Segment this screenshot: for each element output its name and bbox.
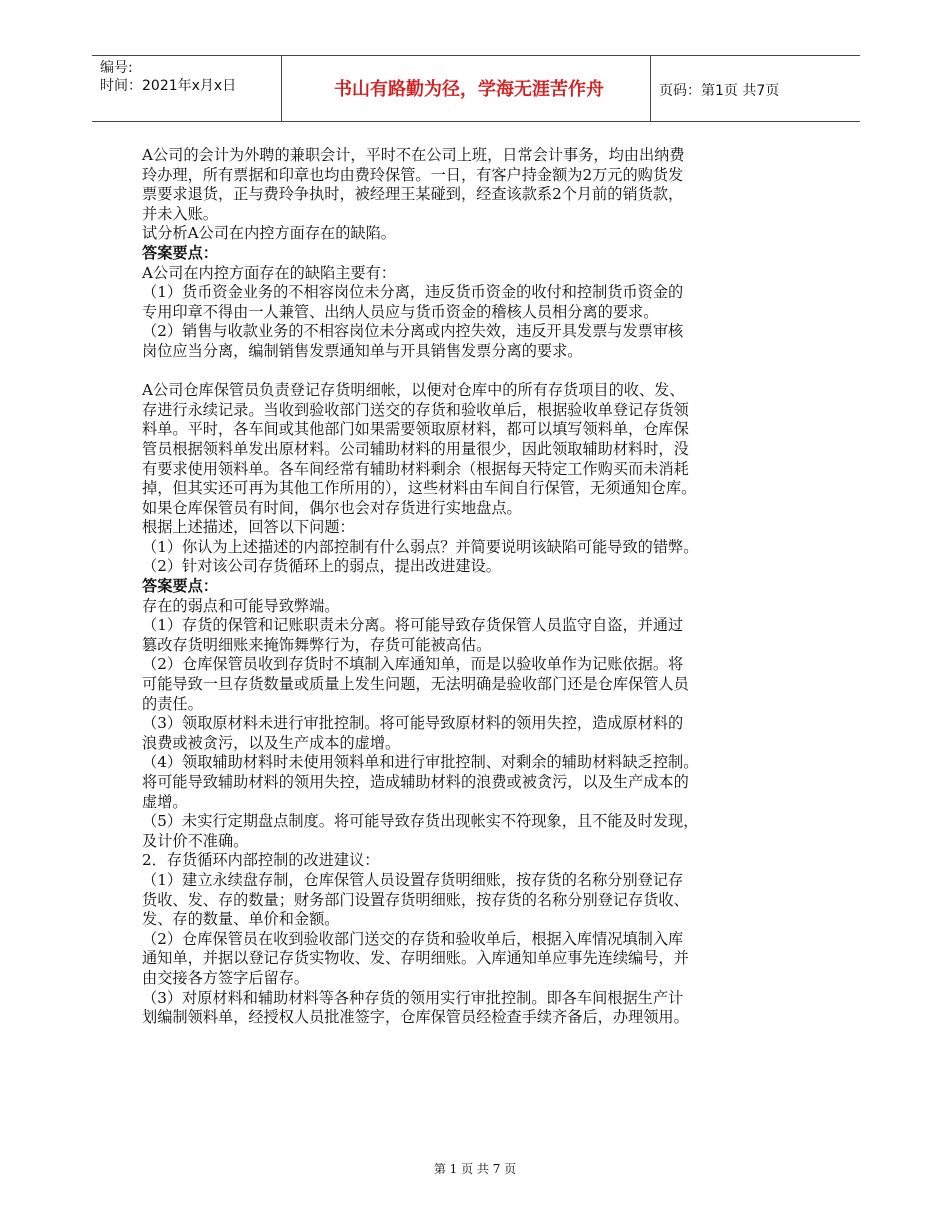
header-bottom-rule (92, 121, 860, 122)
body-line: （1）货币资金业务的不相容岗位未分离，违反货币资金的收付和控制货币资金的 (142, 283, 684, 302)
body-line: 有要求使用领料单。各车间经常有辅助材料剩余（根据每天特定工作购买而未消耗 (142, 459, 689, 478)
header-divider-right (650, 55, 651, 122)
body-line: 货收、发、存的数量；财务部门设置存货明细账，按存货的名称分别登记存货收、 (142, 890, 689, 909)
body-line: A公司仓库保管员负责登记存货明细帐，以便对仓库中的所有存货项目的收、发、 (142, 381, 685, 400)
header-meta (100, 59, 236, 95)
body-line: 篡改存货明细账来掩饰舞弊行为，存货可能被高估。 (142, 635, 492, 654)
body-line: 专用印章不得由一人兼管、出纳人员应与货币资金的稽核人员相分离的要求。 (142, 302, 659, 321)
body-line: 的责任。 (142, 694, 203, 713)
body-line: 并未入账。 (142, 204, 218, 223)
body-line: 由交接各方签字后留存。 (142, 968, 310, 987)
body-line: （3）对原材料和辅助材料等各种存货的领用实行审批控制。即各车间根据生产计 (142, 988, 684, 1007)
document-time: 时间：2021年x月x日 (100, 78, 237, 94)
body-line: 虚增。 (142, 792, 188, 811)
body-line: 如果仓库保管员有时间，偶尔也会对存货进行实地盘点。 (142, 498, 522, 517)
document-body (142, 146, 832, 1028)
body-line: （3）领取原材料未进行审批控制。将可能导致原材料的领用失控，造成原材料的 (142, 714, 684, 733)
body-line: 通知单，并据以登记存货实物收、发、存明细账。入库通知单应事先连续编号，并 (142, 949, 689, 968)
body-line: 玲办理，所有票据和印章也均由费玲保管。一日，有客户持金额为2万元的购货发 (142, 165, 684, 184)
body-line: 管员根据领料单发出原材料。公司辅助材料的用量很少，因此领取辅助材料时，没 (142, 439, 689, 458)
page-header (92, 55, 860, 122)
body-line: A公司在内控方面存在的缺陷主要有： (142, 263, 396, 282)
body-line: 发、存的数量、单价和金额。 (142, 910, 340, 929)
body-line: （5）未实行定期盘点制度。将可能导致存货出现帐实不符现象，且不能及时发现， (142, 812, 699, 831)
body-line: 划编制领料单，经授权人员批准签字，仓库保管员经检查手续齐备后，办理领用。 (142, 1008, 689, 1027)
body-line: 岗位应当分离，编制销售发票通知单与开具销售发票分离的要求。 (142, 341, 583, 360)
body-line: （2）仓库保管员收到存货时不填制入库通知单，而是以验收单作为记账依据。将 (142, 655, 684, 674)
page-footer: 第 1 页 共 7 页 (433, 1162, 517, 1176)
blank-line (142, 362, 832, 382)
header-motto: 书山有路勤为径，学海无涯苦作舟 (334, 79, 604, 100)
body-line: 试分析A公司在内控方面存在的缺陷。 (142, 224, 396, 243)
body-line: （2）仓库保管员在收到验收部门送交的存货和验收单后，根据入库情况填制入库 (142, 929, 684, 948)
section-heading: 答案要点： (142, 577, 218, 596)
body-line: A公司的会计为外聘的兼职会计，平时不在公司上班，日常会计事务，均由出纳费 (142, 146, 685, 164)
body-line: （1）存货的保管和记账职责未分离。将可能导致存货保管人员监守自盗，并通过 (142, 616, 684, 635)
body-line: 可能导致一旦存货数量或质量上发生问题，无法明确是验收部门还是仓库保管人员 (142, 675, 689, 694)
body-line: 浪费或被贪污，以及生产成本的虚增。 (142, 733, 401, 752)
body-line: 存进行永续记录。当收到验收部门送交的存货和验收单后，根据验收单登记存货领 (142, 400, 689, 419)
header-page-info: 页码：第1页 共7页 (659, 83, 780, 99)
header-divider-left (281, 55, 282, 122)
body-line: 2．存货循环内部控制的改进建议： (142, 851, 380, 870)
body-line: 将可能导致辅助材料的领用失控，造成辅助材料的浪费或被贪污，以及生产成本的 (142, 773, 689, 791)
body-line: （2）销售与收款业务的不相容岗位未分离或内控失效，违反开具发票与发票审核 (142, 322, 684, 341)
section-heading: 答案要点： (142, 243, 218, 262)
body-line: 根据上述描述，回答以下问题： (142, 518, 355, 537)
body-line: 存在的弱点和可能导致弊端。 (142, 596, 340, 615)
body-line: 票要求退货，正与费玲争执时，被经理王某碰到，经查该款系2个月前的销货款， (142, 185, 684, 204)
body-line: 掉，但其实还可再为其他工作所用的），这些材料由车间自行保管，无须通知仓库。 (142, 479, 697, 498)
body-line: 及计价不准确。 (142, 831, 249, 850)
body-line: （2）针对该公司存货循环上的弱点，提出改进建设。 (142, 557, 501, 576)
body-line: （4）领取辅助材料时未使用领料单和进行审批控制、对剩余的辅助材料缺乏控制。 (142, 753, 699, 772)
body-line: （1）你认为上述描述的内部控制有什么弱点？并简要说明该缺陷可能导致的错弊。 (142, 537, 699, 556)
body-line: 料单。平时，各车间或其他部门如果需要领取原材料，都可以填写领料单，仓库保 (142, 420, 689, 439)
document-number-label: 编号: (100, 60, 133, 76)
header-top-rule (92, 55, 860, 56)
body-line: （1）建立永续盘存制，仓库保管人员设置存货明细账，按存货的名称分别登记存 (142, 870, 684, 889)
